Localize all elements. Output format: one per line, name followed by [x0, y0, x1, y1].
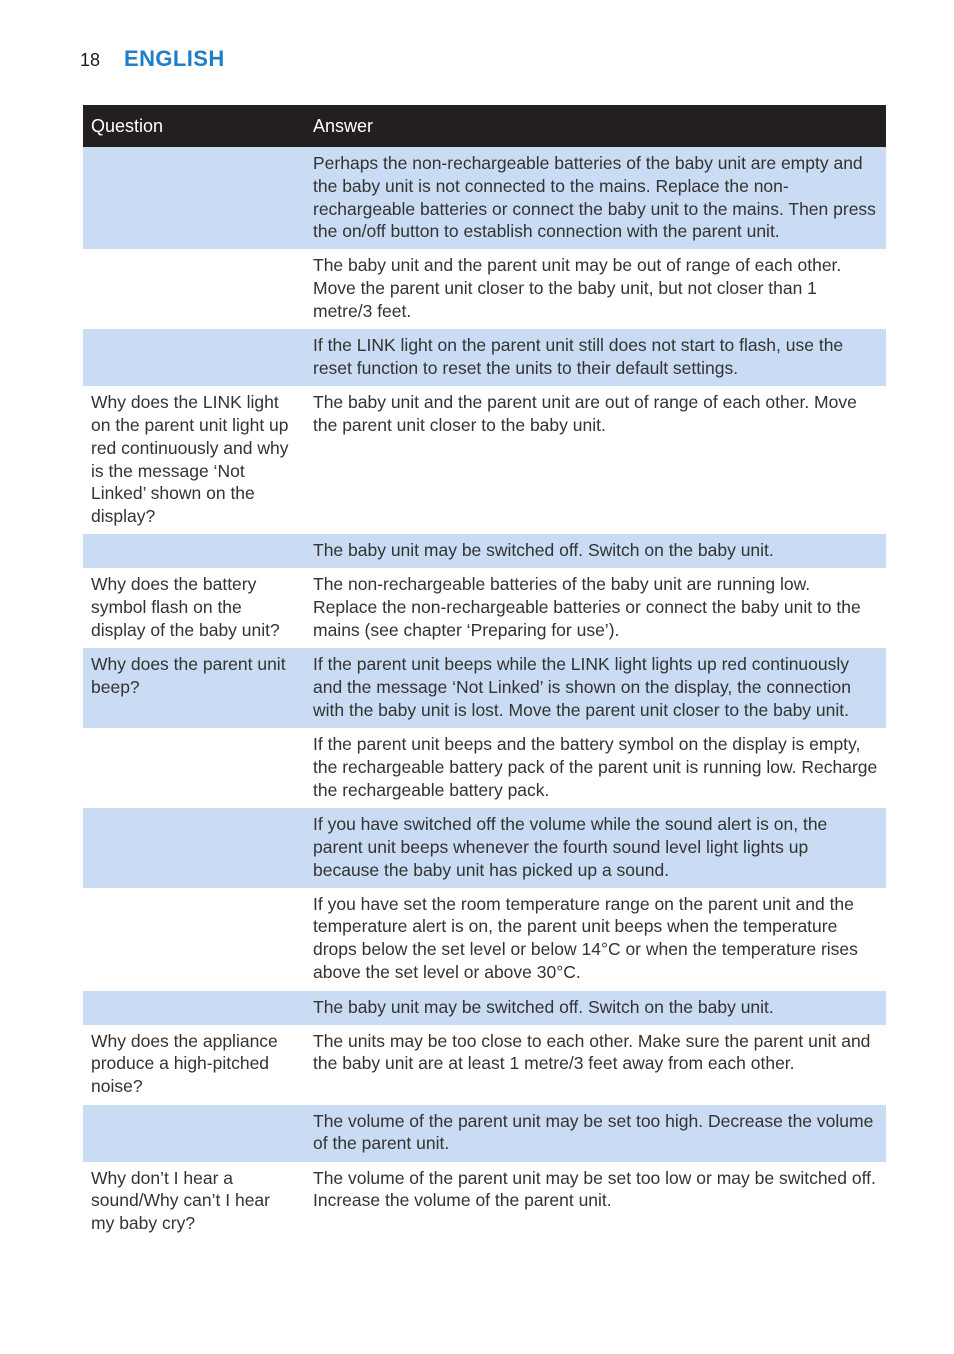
answer-cell: The volume of the parent unit may be set too low or may be switched off. Increase the volume of the parent unit. [305, 1162, 886, 1242]
question-cell: Why does the LINK light on the parent unit light up red continuously and why is the message ‘Not Linked’ shown on the display? [83, 386, 305, 534]
question-cell [83, 888, 305, 991]
troubleshooting-table [83, 105, 886, 1242]
table-row [83, 329, 886, 386]
answer-cell: If you have set the room temperature range on the parent unit and the temperature alert is on, the parent unit beeps when the temperature drops below the set level or below 14°C or when the temperature rises above the set level or above 30°C. [305, 888, 886, 991]
answer-cell: The volume of the parent unit may be set too high. Decrease the volume of the parent unit. [305, 1105, 886, 1162]
question-cell: Why does the parent unit beep? [83, 648, 305, 728]
column-header-question: Question [83, 105, 305, 147]
answer-cell: The baby unit may be switched off. Switch on the baby unit. [305, 991, 886, 1025]
table-row [83, 1105, 886, 1162]
answer-cell: The baby unit may be switched off. Switch on the baby unit. [305, 534, 886, 568]
page-language-heading: ENGLISH [124, 46, 225, 71]
table-row [83, 991, 886, 1025]
answer-cell: The non-rechargeable batteries of the baby unit are running low. Replace the non-rechargeable batteries or connect the baby unit to the mains (see chapter ‘Preparing for use’). [305, 568, 886, 648]
table-row [83, 147, 886, 249]
answer-cell: Perhaps the non-rechargeable batteries of the baby unit are empty and the baby unit is not connected to the mains. Replace the non-rechargeable batteries or connect the baby unit to the mains. Then press the on/off button to establish connection with the parent unit. [305, 147, 886, 249]
table-row [83, 888, 886, 991]
table-header-row [83, 105, 886, 147]
table-row [83, 1025, 886, 1105]
table-row [83, 648, 886, 728]
question-cell [83, 728, 305, 808]
page-header [80, 46, 225, 76]
question-cell [83, 249, 305, 329]
table-row [83, 568, 886, 648]
table-row [83, 249, 886, 329]
table-header [83, 105, 886, 147]
table-row [83, 386, 886, 534]
question-cell: Why does the appliance produce a high-pitched noise? [83, 1025, 305, 1105]
question-cell [83, 147, 305, 249]
question-cell [83, 534, 305, 568]
table-row [83, 808, 886, 887]
question-cell [83, 991, 305, 1025]
table-row [83, 534, 886, 568]
answer-cell: The baby unit and the parent unit are out of range of each other. Move the parent unit closer to the baby unit. [305, 386, 886, 534]
answer-cell: If the LINK light on the parent unit still does not start to flash, use the reset function to reset the units to their default settings. [305, 329, 886, 386]
answer-cell: If the parent unit beeps and the battery symbol on the display is empty, the rechargeable battery pack of the parent unit is running low. Recharge the rechargeable battery pack. [305, 728, 886, 808]
question-cell [83, 1105, 305, 1162]
question-cell [83, 329, 305, 386]
table-row [83, 1162, 886, 1242]
answer-cell: The units may be too close to each other. Make sure the parent unit and the baby unit are at least 1 metre/3 feet away from each other. [305, 1025, 886, 1105]
question-cell: Why does the battery symbol flash on the display of the baby unit? [83, 568, 305, 648]
answer-cell: The baby unit and the parent unit may be out of range of each other. Move the parent unit closer to the baby unit, but not closer than 1 metre/3 feet. [305, 249, 886, 329]
table-body [83, 147, 886, 1242]
column-header-answer: Answer [305, 105, 886, 147]
answer-cell: If you have switched off the volume while the sound alert is on, the parent unit beeps whenever the fourth sound level light lights up because the baby unit has picked up a sound. [305, 808, 886, 887]
page-number: 18 [80, 50, 101, 70]
answer-cell: If the parent unit beeps while the LINK light lights up red continuously and the message ‘Not Linked’ is shown on the display, the connection with the baby unit is lost. Move the parent unit closer to the baby unit. [305, 648, 886, 728]
table-row [83, 728, 886, 808]
question-cell [83, 808, 305, 887]
question-cell: Why don’t I hear a sound/Why can’t I hear my baby cry? [83, 1162, 305, 1242]
